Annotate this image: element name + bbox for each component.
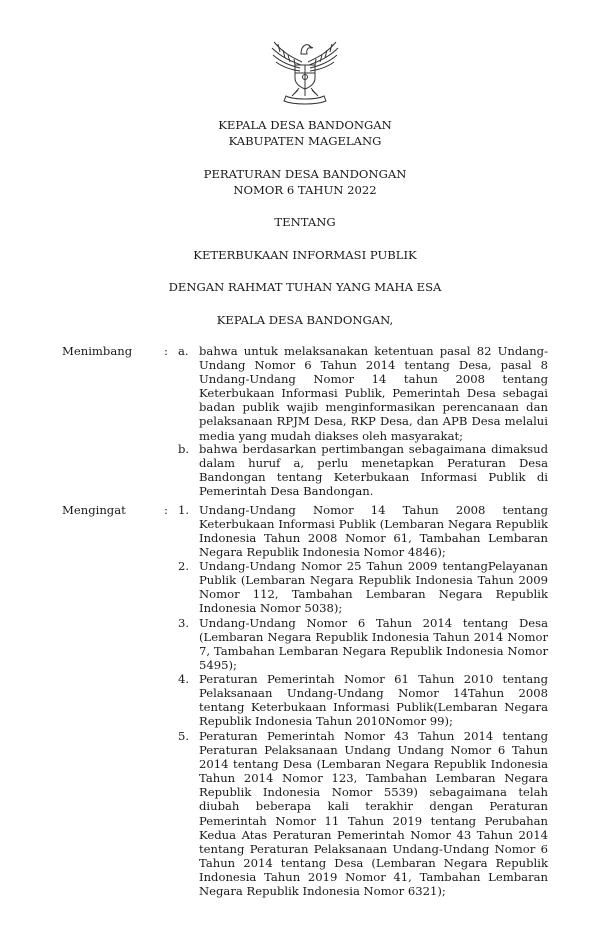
authority-name: KEPALA DESA BANDONGAN <box>218 118 392 132</box>
list-marker: b. <box>178 442 190 456</box>
section-colon: : <box>164 344 168 358</box>
invocation: DENGAN RAHMAT TUHAN YANG MAHA ESA <box>168 280 442 294</box>
garuda-emblem-icon <box>268 32 342 106</box>
list-marker: 3. <box>178 616 190 630</box>
list-marker: 2. <box>178 559 190 573</box>
list-text: bahwa berdasarkan pertimbangan sebagaimana dimaksud dalam huruf a, perlu menetapkan Peraturan Desa Bandongan tentang Keterbukaan Informasi Publik di Pemerintah Desa Bandongan. <box>199 442 548 499</box>
list-text: Peraturan Pemerintah Nomor 43 Tahun 2014 tentang Peraturan Pelaksanaan Undang Undang Nomor 6 Tahun 2014 tentang Desa (Lembaran Negara Republik Indonesia Tahun 2014 Nomor 123, Tambahan Lembaran Negara Republik Indonesia Nomor 5539) sebagaimana telah diubah beberapa kali terakhir dengan Peraturan Pemerintah Nomor 11 Tahun 2019 tentang Perubahan Kedua Atas Peraturan Pemerintah Nomor 43 Tahun 2014 tentang Peraturan Pelaksanaan Undang-Undang Nomor 6 Tahun 2014 tentang Desa (Lembaran Negara Republik Indonesia Tahun 2019 Nomor 41, Tambahan Lembaran Negara Republik Indonesia Nomor 6321); <box>199 729 548 899</box>
regency-name: KABUPATEN MAGELANG <box>228 134 382 148</box>
regulation-number: NOMOR 6 TAHUN 2022 <box>233 183 377 197</box>
list-text: Peraturan Pemerintah Nomor 61 Tahun 2010 tentang Pelaksanaan Undang-Undang Nomor 14Tahun 2008 tentang Keterbukaan Informasi Publik(Lembaran Negara Republik Indonesia Tahun 2010Nomor 99); <box>199 672 548 729</box>
enactor: KEPALA DESA BANDONGAN, <box>216 313 394 327</box>
list-marker: a. <box>178 344 189 358</box>
list-text: Undang-Undang Nomor 14 Tahun 2008 tentang Keterbukaan Informasi Publik (Lembaran Negara Republik Indonesia Tahun 2008 Nomor 61, Tambahan Lembaran Negara Republik Indonesia Nomor 4846); <box>199 503 548 560</box>
list-text: Undang-Undang Nomor 6 Tahun 2014 tentang Desa (Lembaran Negara Republik Indonesia Tahun 2014 Nomor 7, Tambahan Lembaran Negara Republik Indonesia Nomor 5495); <box>199 616 548 673</box>
section-colon: : <box>164 503 168 517</box>
section-label: Mengingat <box>62 503 126 517</box>
regulation-subject: KETERBUKAAN INFORMASI PUBLIK <box>193 248 417 262</box>
list-marker: 5. <box>178 729 190 743</box>
about-label: TENTANG <box>274 215 336 229</box>
section-label: Menimbang <box>62 344 133 358</box>
list-marker: 4. <box>178 672 190 686</box>
list-text: Undang-Undang Nomor 25 Tahun 2009 tentangPelayanan Publik (Lembaran Negara Republik Indonesia Tahun 2009 Nomor 112, Tambahan Lembaran Negara Republik Indonesia Nomor 5038); <box>199 559 548 616</box>
regulation-title: PERATURAN DESA BANDONGAN <box>203 167 407 181</box>
list-marker: 1. <box>178 503 190 517</box>
list-text: bahwa untuk melaksanakan ketentuan pasal 82 Undang-Undang Nomor 6 Tahun 2014 tentang Desa, pasal 8 Undang-Undang Nomor 14 tahun 2008 tentang Keterbukaan Informasi Publik, Pemerintah Desa sebagai badan publik wajib menginformasikan perencanaan dan pelaksanaan RPJM Desa, RKP Desa, dan APB Desa melalui media yang mudah diakses oleh masyarakat; <box>199 344 548 443</box>
